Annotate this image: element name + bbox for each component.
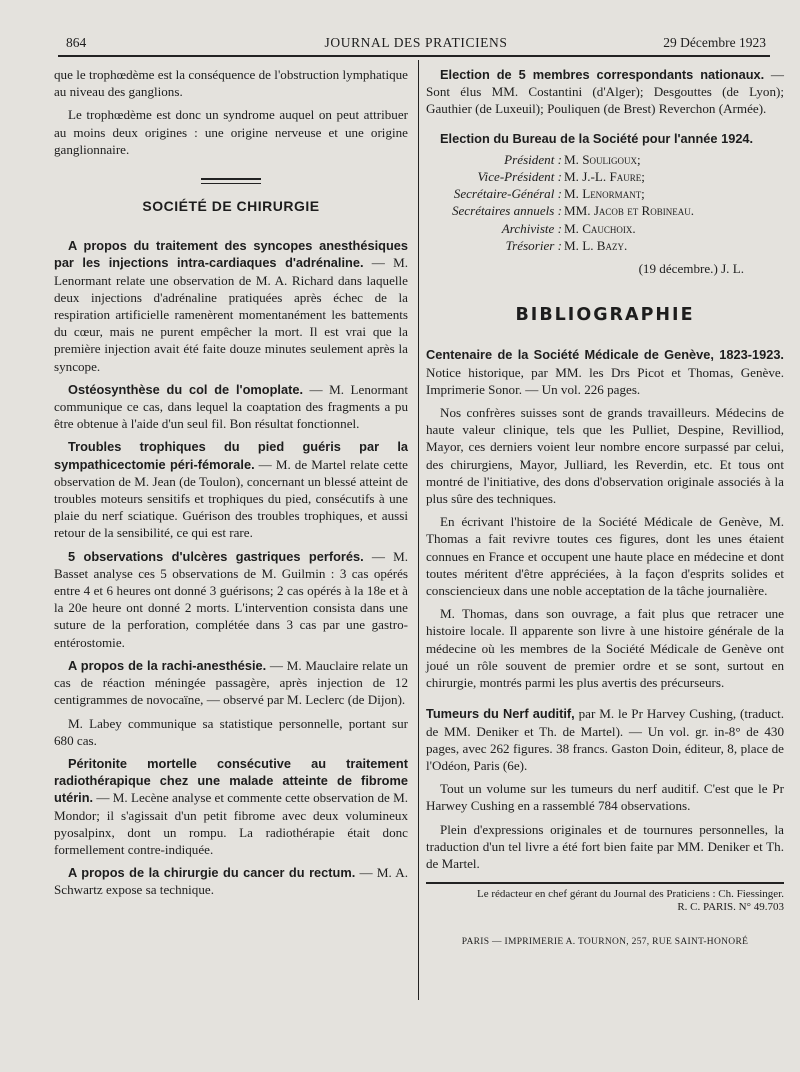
article [54, 755, 408, 858]
review [426, 705, 784, 774]
paragraph: M. Thomas, dans son ouvrage, a fait plus que retracer une histoire locale. Il apparente son livre à une histoire générale de la médecine où les membres de la Société Médicale de Genève ont joué un rôle souvent de premier ordre et se sont, surtout en chirurgie, montrés parmi les plus avertis des précurseurs. [426, 606, 784, 691]
officer-role: Archiviste : [501, 220, 562, 236]
officer-name: MM. Jacob et Robineau. [564, 203, 694, 219]
article-text: — M. Lenormant relate une observation de M. A. Richard dans laquelle deux injections d'adrénaline pratiquées après échec de la respiration artificielle ramenèrent momentanément les battements du cœur, mais ne purent empêcher la mort. Il est vrai que la première injection avait été faite douze minutes seulement après la syncope. [54, 255, 408, 374]
review-text: par M. le Pr Harvey Cushing, (traduct. de MM. Deniker et Th. de Martel). — Un vol. gr. in-8° de 430 pages, avec 262 figures. 38 francs. Gaston Doin, éditeur, 8, place de l'Odéon, Paris (6e). [426, 706, 785, 773]
article-text: — M. Basset analyse ces 5 observations de M. Guilmin : 3 cas opérés entre 4 et 6 heures ont donné 3 guérisons; 2 cas opérés à la 18e et à la 20e heure ont donné 2 morts. L'intervention consista dans une suture de la perforation, complétée dans 3 cas par une gastro-entérostomie. [54, 548, 408, 650]
paragraph: que le trophœdème est la conséquence de l'obstruction lymphatique au niveau des ganglions. [54, 67, 408, 100]
report-signature: (19 décembre.) J. L. [638, 261, 744, 277]
article [54, 237, 408, 375]
officer-role: Président : [504, 151, 562, 167]
registry-line: R. C. PARIS. N° 49.703 [677, 901, 784, 914]
page-number: 864 [66, 35, 87, 50]
paragraph: M. Labey communique sa statistique personnelle, portant sur 680 cas. [54, 715, 408, 748]
editor-line: Le rédacteur en chef gérant du Journal des Praticiens : Ch. Fiessinger. [477, 888, 784, 901]
review-title: Tumeurs du Nerf auditif, [426, 706, 575, 722]
officer-row [426, 168, 784, 185]
article-text: — M. A. Schwartz expose sa technique. [54, 865, 408, 898]
paragraph: Tout un volume sur les tumeurs du nerf auditif. C'est que le Pr Harwey Cushing en a rassemblé 784 observations. [426, 781, 784, 814]
journal-title: JOURNAL DES PRATICIENS [324, 35, 508, 50]
officer-role: Vice-Président : [477, 169, 562, 185]
article-title: A propos de la chirurgie du cancer du rectum. [68, 865, 356, 881]
officer-name: M. Cauchoix. [564, 220, 636, 236]
article-text: — M. Lecène analyse et commente cette observation de M. Mondor; il s'agissait d'un petit fibrome avec deux volumineux pyosalpinx, dont un rompu. La radiothérapie était donc formellement contre-indiquée. [54, 790, 408, 857]
officer-row [426, 220, 784, 237]
paragraph: Le trophœdème est donc un syndrome auquel on peut attribuer au moins deux origines : une origine nerveuse et une origine ganglionnaire. [54, 107, 408, 157]
article [54, 657, 408, 709]
officer-row [426, 151, 784, 168]
article-title: Troubles trophiques du pied guéris par la sympathicectomie péri-fémorale. [54, 439, 408, 472]
article-title-line [426, 130, 784, 147]
article-text: — M. Lenormant communique ce cas, dans lequel la coaptation des fragments a pu être obtenue à l'aide d'un seul fil. Bon résultat fonctionnel. [54, 381, 409, 432]
article [426, 66, 784, 118]
section-ornament [201, 178, 261, 184]
paragraph: Nos confrères suisses sont de grands travailleurs. Médecins de haute valeur clinique, tels que les Pulliet, Despine, Revilliod, Mayor, ces derniers voient leur nombre encore surpassé par celui, des chirurgiens, Mayor, Julliard, les Reverdin, etc. Et tous ont montré de l'initiative, des dons d'observation originale associés à la plus sûre des techniques. [426, 405, 784, 507]
article [54, 381, 408, 433]
right-column [426, 66, 784, 951]
printer-line: PARIS — IMPRIMERIE A. TOURNON, 257, RUE SAINT-HONORÉ [461, 937, 749, 948]
officer-name: M. L. Bazy. [564, 237, 628, 253]
officer-role: Trésorier : [505, 237, 562, 253]
officer-role: Secrétaire-Général : [453, 186, 562, 202]
article-title: A propos du traitement des syncopes anesthésiques par les injections intra-cardiaques d'adrénaline. [54, 238, 408, 271]
officer-role: Secrétaires annuels : [451, 203, 562, 219]
paragraph: Plein d'expressions originales et de tournures personnelles, la traduction d'un tel livre a été fort bien faite par MM. Deniker et Th. de Martel. [426, 821, 784, 871]
issue-date: 29 Décembre 1923 [663, 35, 766, 50]
article-text: — M. de Martel relate cette observation de M. Jean (de Toulon), concernant un blessé atteint de troubles moteurs sensitifs et trophiques du pied, consécutifs à une plaie du nerf sciatique. Guérison des troubles trophiques, et aussi retour de la sensibilité, ce qui est rare. [54, 456, 408, 541]
officer-name: M. Souligoux; [564, 151, 641, 167]
section-title: SOCIÉTÉ DE CHIRURGIE [142, 198, 320, 215]
officer-name: M. Lenormant; [564, 186, 645, 202]
officer-row [426, 185, 784, 202]
review-title: Centenaire de la Société Médicale de Genève, 1823-1923. [426, 347, 784, 363]
page-header [66, 34, 766, 54]
officer-row [426, 202, 784, 219]
article-text: — M. Mauclaire relate un cas de réaction méningée passagère, après injection de 12 centigrammes de novocaïne, — observé par M. Leclerc (de Dijon). [54, 657, 408, 708]
left-column [54, 66, 408, 905]
review [426, 346, 784, 398]
article-title: Election du Bureau de la Société pour l'année 1924. [440, 130, 754, 146]
officer-name: M. J.-L. Faure; [564, 169, 645, 185]
header-rule [58, 55, 770, 57]
editor-footer [426, 882, 784, 914]
paragraph: En écrivant l'histoire de la Société Médicale de Genève, M. Thomas a fait revivre toutes ces figures, dont les unes étaient connues en France et occupent une haute place en médecine et dont toutes méritent d'être appréciées, à la façon d'esprits solides et consciencieux dans une noble acceptation de la tâche journalière. [426, 514, 784, 599]
article-title: Ostéosynthèse du col de l'omoplate. [68, 381, 304, 397]
article [54, 548, 408, 651]
article-title: Péritonite mortelle consécutive au traitement radiothérapique chez une malade atteinte de fibrome utérin. [54, 755, 408, 806]
article-title: Election de 5 membres correspondants nationaux. [440, 67, 765, 82]
article-title: A propos de la rachi-anesthésie. [68, 657, 267, 673]
article-title: 5 observations d'ulcères gastriques perforés. [68, 548, 364, 564]
officers-list [426, 151, 784, 254]
article [54, 864, 408, 898]
officer-row [426, 237, 784, 254]
section-title: BIBLIOGRAPHIE [515, 305, 695, 326]
review-text: Notice historique, par MM. les Drs Picot et Thomas, Genève. Imprimerie Sonor. — Un vol. 226 pages. [426, 364, 784, 397]
article [54, 438, 408, 541]
column-divider [418, 60, 419, 1000]
article-text: — Sont élus MM. Costantini (d'Alger); Desgouttes (de Lyon); Gauthier (de Luxeuil); Pouliquen (de Brest) Reverchon (Armée). [426, 67, 784, 117]
